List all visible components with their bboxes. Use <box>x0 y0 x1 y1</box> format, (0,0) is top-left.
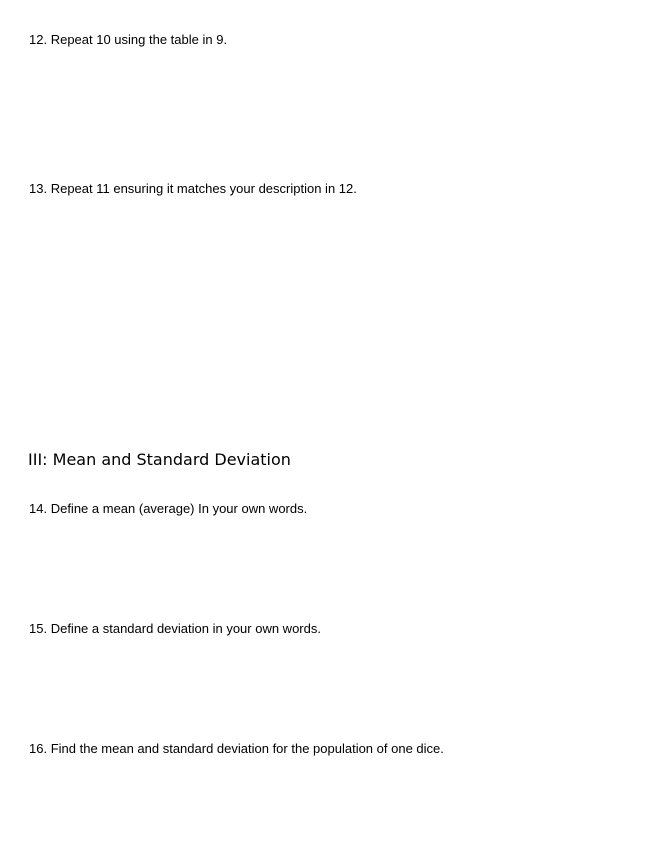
question-16 <box>29 741 444 757</box>
question-text: Define a standard deviation in your own words. <box>50 621 321 636</box>
question-13 <box>29 181 357 197</box>
question-number: 14. <box>29 501 48 516</box>
question-text: Repeat 11 ensuring it matches your description in 12. <box>50 181 357 196</box>
question-text: Repeat 10 using the table in 9. <box>50 32 228 47</box>
question-number: 12. <box>29 32 48 47</box>
section-heading: III: Mean and Standard Deviation <box>28 450 291 469</box>
question-15 <box>29 621 321 637</box>
question-12 <box>29 32 227 48</box>
question-text: Find the mean and standard deviation for the population of one dice. <box>50 741 444 756</box>
question-text: Define a mean (average) In your own words. <box>50 501 308 516</box>
question-14 <box>29 501 307 517</box>
question-number: 13. <box>29 181 48 196</box>
question-number: 15. <box>29 621 48 636</box>
question-number: 16. <box>29 741 48 756</box>
